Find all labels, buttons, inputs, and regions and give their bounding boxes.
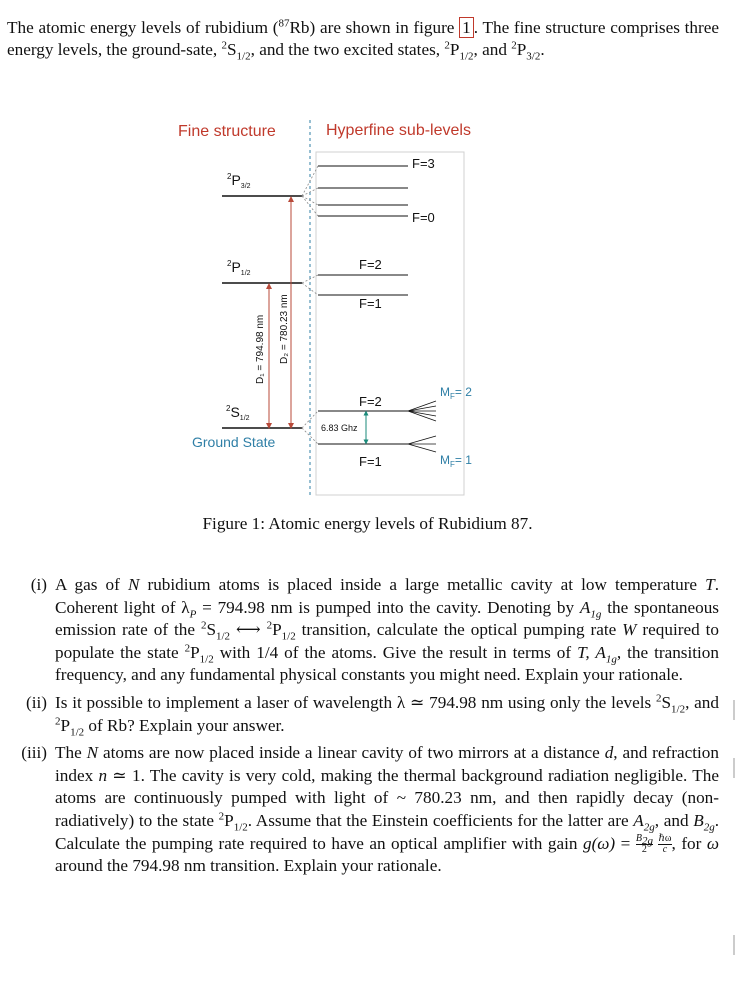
ghz-label: 6.83 Ghz <box>321 423 358 433</box>
f1-lower-label: F=1 <box>359 454 382 469</box>
d1-label: D₁ = 794.98 nm <box>255 314 266 384</box>
gain-fraction-1: $\frac{B_{2g}}{2}$ <box>635 833 653 856</box>
hyperfine-label: Hyperfine sub-levels <box>326 122 471 139</box>
question-text: Is it possible to implement a laser of wavelength λ ≃ 794.98 nm using only the levels $^2S_{1/2}$, and $^2P_{1/2}$ of Rb? Explain your answer. <box>55 692 719 738</box>
zeeman-fan-f2 <box>408 401 436 421</box>
fine-structure-label: Fine structure <box>178 123 276 140</box>
question-number: (iii) <box>21 743 47 763</box>
f1-upper-label: F=1 <box>359 296 382 311</box>
mf1-label: $M_F= 1$ <box>440 453 472 469</box>
f0-label: F=0 <box>412 210 435 225</box>
intro-paragraph: The atomic energy levels of rubidium ($^{87}$Rb) are shown in figure 1 . The fine structure comprises three energy levels, the ground-sate, $^2S_{1/2}$, and the two excited states, $^2P_{1/2}$, and $^2P_{3/2}$. <box>7 17 720 63</box>
f2-lower-label: F=2 <box>359 394 382 409</box>
question-number: (ii) <box>26 692 47 712</box>
gain-fraction-2: $\frac{\text{ℏω}}{c}$ <box>658 833 672 856</box>
mf2-label: $M_F= 2$ <box>440 385 472 401</box>
ground-state-label: Ground State <box>192 434 276 450</box>
f3-label: F=3 <box>412 156 435 171</box>
question-i <box>7 574 719 687</box>
d2-label: D₂ = 780.23 nm <box>279 294 290 364</box>
s12-label: $^2S_{1/2}$ <box>226 404 250 422</box>
zeeman-fan-f1 <box>408 436 436 452</box>
p32-label: $^2P_{3/2}$ <box>227 172 251 190</box>
figure-reference-link[interactable]: 1 <box>459 17 474 38</box>
question-iii <box>7 742 719 878</box>
figure-caption: Figure 1: Atomic energy levels of Rubidium 87. <box>202 514 533 533</box>
p12-label: $^2P_{1/2}$ <box>227 259 251 277</box>
question-number: (i) <box>30 575 47 594</box>
question-ii <box>7 692 719 737</box>
f2-upper-label: F=2 <box>359 257 382 272</box>
question-text: The N atoms are now placed inside a linear cavity of two mirrors at a distance d, and refraction index n ≃ 1. The cavity is very cold, making the thermal background radiation negligible. The atoms are continuously pumped with light of ~ 780.23 nm, and then rapidly decay (non-radiatively) to the state $^2P_{1/2}$. Assume that the Einstein coefficients for the latter are $A_{2g}$, and $B_{2g}$. Calculate the pumping rate required to have an optical amplifier with gain g(ω) = $\frac{B_{2g}}{2}$ $\frac{\text{ℏω}}{c}$, for ω around the 794.98 nm transition. Explain your rationale. <box>55 743 719 876</box>
question-list <box>7 574 719 883</box>
question-text: A gas of N rubidium atoms is placed inside a large metallic cavity at low temperature T. Coherent light of $\lambda_P = 794.98$ nm is pumped into the cavity. Denoting by $A_{1g}$ the spontaneous emission rate of the $^2S_{1/2}$ ⟷ $^2P_{1/2}$ transition, calculate the optical pumping rate W required to populate the state $^2P_{1/2}$ with 1/4 of the atoms. Give the result in terms of T, $A_{1g}$, the transition frequency, and any fundamental physical constants you might need. Explain your rationale. <box>55 575 720 685</box>
